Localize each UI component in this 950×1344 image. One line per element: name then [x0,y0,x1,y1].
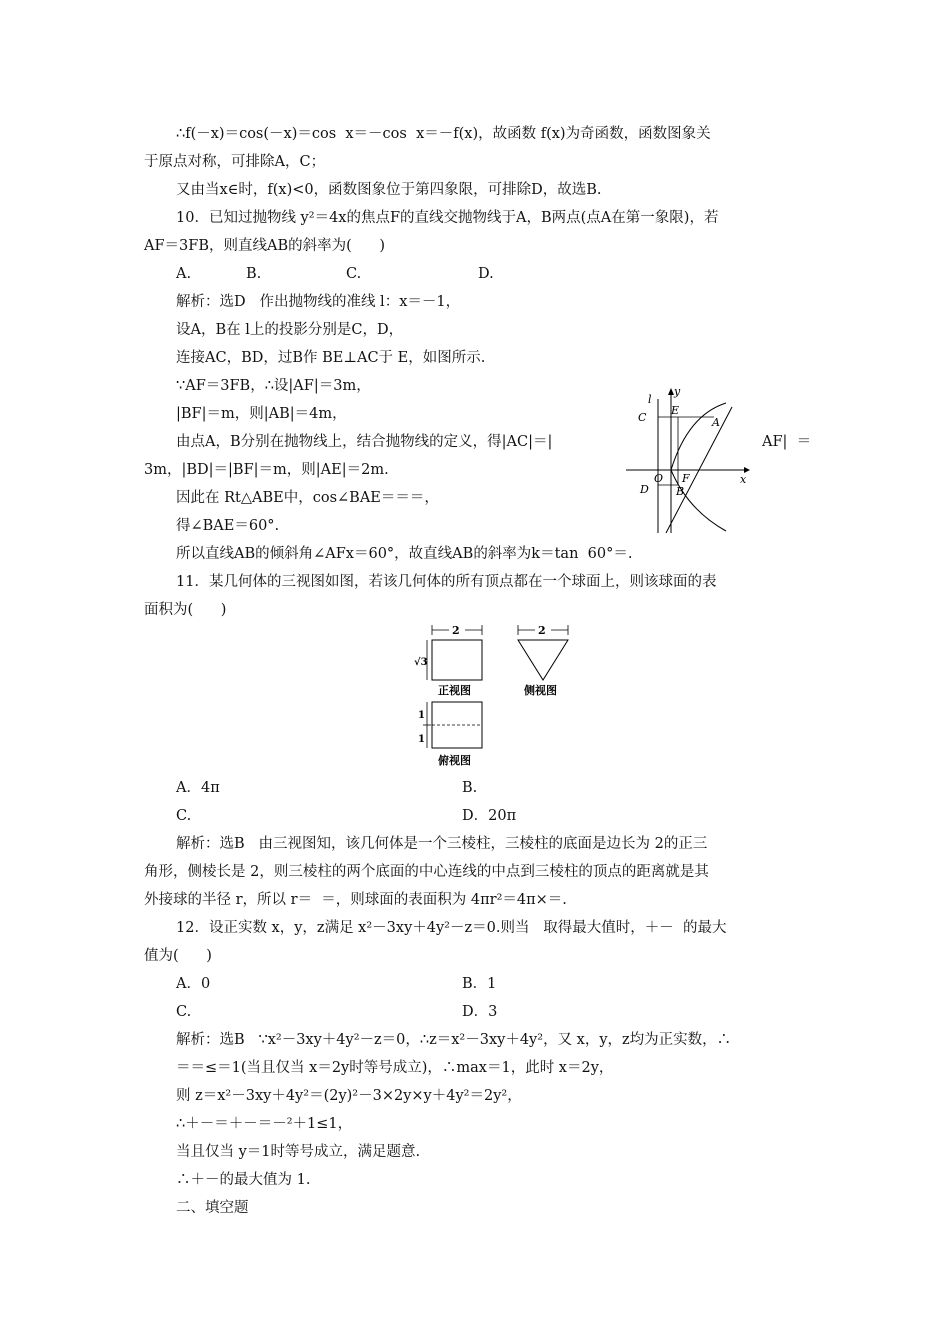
three-view-figure [410,622,580,770]
q11-stem-cont: 面积为( ) [144,602,227,618]
q11-option-c: C. [176,808,192,824]
label-y: y [674,385,681,398]
front-width-label: 2 [452,624,460,637]
q10-solution-1: 解析：选D 作出抛物线的准线 l：x＝－1， [176,294,461,310]
q11-option-d: D．20π [462,808,517,824]
q10-solution-4: ∵AF＝3FB，∴设|AF|＝3m， [176,378,371,394]
q10-solution-9: 得∠BAE＝60°. [176,518,280,534]
label-x: x [740,473,747,486]
q10-option-d: D. [478,266,494,282]
q11-stem: 11．某几何体的三视图如图，若该几何体的所有顶点都在一个球面上，则该球面的表 [176,574,717,590]
label-e: E [671,404,680,417]
q12-option-d: D．3 [462,1004,498,1020]
q12-stem: 12．设正实数 x，y，z满足 x²－3xy＋4y²－z＝0.则当 取得最大值时，＋－ 的最大 [176,920,727,936]
q10-option-b: B. [246,266,262,282]
side-view-triangle [518,640,568,680]
line-solution-9c: 又由当x∈时，f(x)<0，函数图象位于第四象限，可排除D，故选B. [176,182,602,198]
label-b: B [676,485,685,498]
q10-solution-6b: AF| ＝ [762,434,812,450]
top-h1-label: 1 [418,710,425,721]
label-l: l [648,393,652,406]
q10-solution-6a: 由点A，B分别在抛物线上，结合抛物线的定义，得|AC|＝| [176,434,553,450]
q12-solution-6: ∴＋－的最大值为 1. [176,1172,311,1188]
q11-option-b: B. [462,780,478,796]
q12-solution-5: 当且仅当 y＝1时等号成立，满足题意. [176,1144,421,1160]
parabola-figure [626,385,752,535]
q12-solution-2: ＝＝≤＝1(当且仅当 x＝2y时等号成立)，∴max＝1，此时 x＝2y， [176,1060,614,1076]
q10-stem: 10．已知过抛物线 y²＝4x的焦点F的直线交抛物线于A，B两点(点A在第一象限)，若 [176,210,719,226]
label-c: C [638,411,647,424]
q10-solution-10: 所以直线AB的倾斜角∠AFx＝60°，故直线AB的斜率为k＝tan 60°＝. [176,546,633,562]
q10-solution-2: 设A，B在 l上的投影分别是C，D， [176,322,404,338]
q10-option-a: A. [176,266,192,282]
front-view-rect [432,640,482,680]
q10-solution-3: 连接AC，BD，过B作 BE⊥AC于 E，如图所示. [176,350,486,366]
q12-option-a: A．0 [176,976,211,992]
q10-solution-8: 因此在 Rt△ABE中，cos∠BAE＝＝＝， [176,490,439,506]
q11-solution-2: 角形，侧棱长是 2，则三棱柱的两个底面的中心连线的中点到三棱柱的顶点的距离就是其 [144,864,709,880]
q12-solution-3: 则 z＝x²－3xy＋4y²＝(2y)²－3×2y×y＋4y²＝2y²， [176,1088,522,1104]
top-caption: 俯视图 [438,754,471,767]
q12-solution-1: 解析：选B ∵x²－3xy＋4y²－z＝0，∴z＝x²－3xy＋4y²，又 x，y，z均为正实数，∴ [176,1032,732,1048]
front-height-label: √3 [414,657,428,668]
q10-option-c: C. [346,266,362,282]
q12-option-b: B．1 [462,976,497,992]
q11-option-a: A．4π [176,780,220,796]
line-solution-9a: ∴f(－x)＝cos(－x)＝cos x＝－cos x＝－f(x)，故函数 f(x)为奇函数，函数图象关 [176,126,711,142]
q10-solution-7: 3m，|BD|＝|BF|＝m，则|AE|＝2m. [144,462,389,478]
label-o: O [654,472,664,485]
label-f: F [682,472,690,485]
q11-solution-1: 解析：选B 由三视图知，该几何体是一个三棱柱，三棱柱的底面是边长为 2的正三 [176,836,708,852]
top-h2-label: 1 [418,734,425,745]
label-d: D [640,483,649,496]
q10-solution-5: |BF|＝m，则|AB|＝4m， [176,406,347,422]
side-caption: 侧视图 [524,684,557,697]
q12-option-c: C. [176,1004,192,1020]
label-a: A [712,416,720,429]
q12-solution-4: ∴＋－＝＋－＝－²＋1≤1， [176,1116,353,1132]
front-caption: 正视图 [438,684,471,697]
section-heading-fill-in: 二、填空题 [176,1200,249,1216]
q12-stem-cont: 值为( ) [144,948,212,964]
q11-solution-3: 外接球的半径 r，所以 r＝ ＝，则球面的表面积为 4πr²＝4π×＝. [144,892,567,908]
side-width-label: 2 [538,624,546,637]
line-solution-9b: 于原点对称，可排除A，C； [144,154,326,170]
q10-stem-cont: AF＝3FB，则直线AB的斜率为( ) [144,238,386,254]
